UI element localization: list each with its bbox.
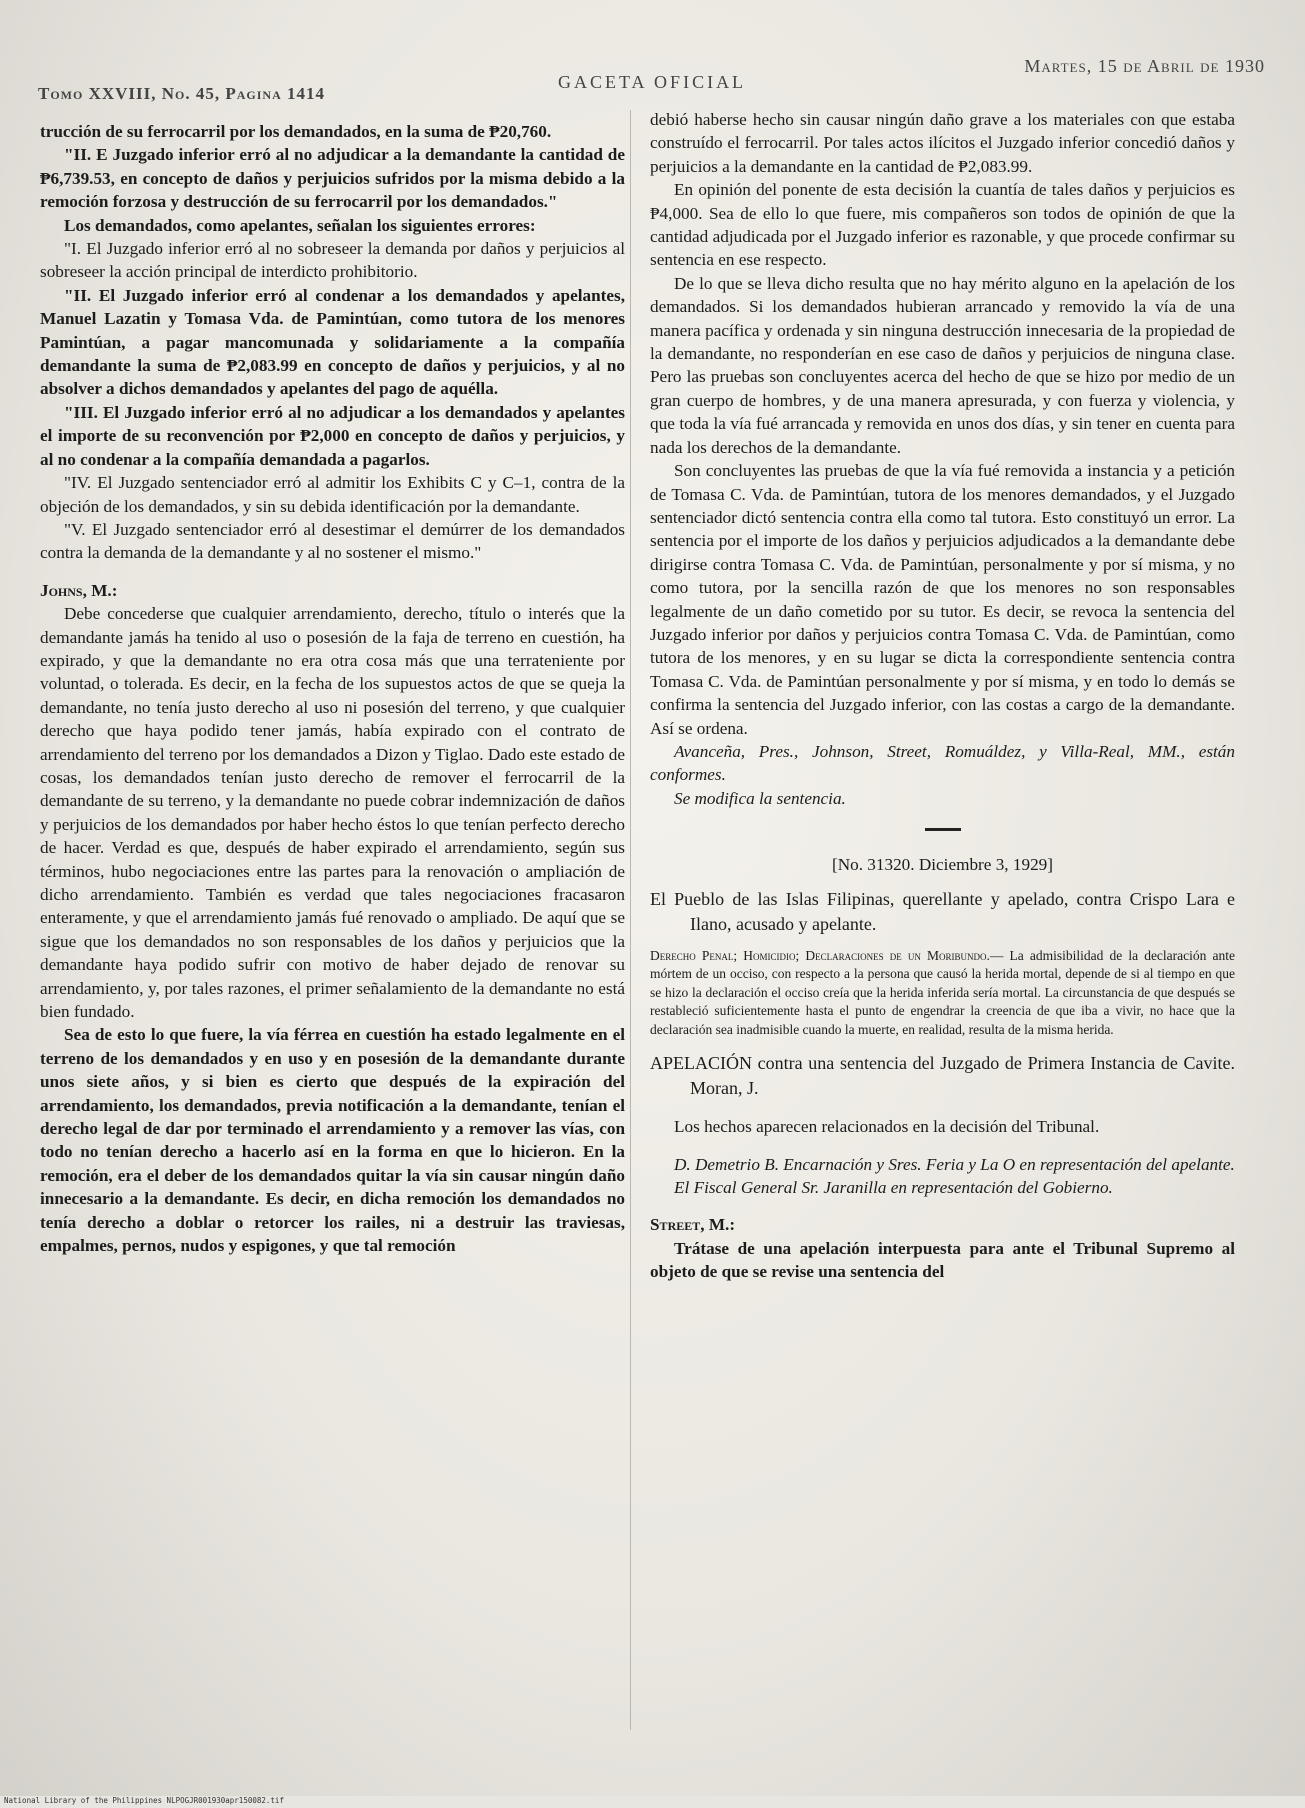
paragraph: "V. El Juzgado sentenciador erró al desestimar el demúrrer de los demandados contra la demanda de la demandante y al no sostener el mismo."	[40, 519, 625, 563]
syllabus-heading: Derecho Penal; Homicidio; Declaraciones de un Moribundo.—	[650, 947, 1004, 963]
opinion-author: Johns, M.:	[40, 580, 118, 600]
opinion-author: Street, M.:	[650, 1215, 736, 1235]
page-header	[38, 56, 1275, 103]
paragraph: trucción de su ferrocarril por los demandados, en la suma de ₱20,760.	[40, 122, 552, 141]
paragraph: "II. E Juzgado inferior erró al no adjudicar a la demandante la cantidad de ₱6,739.53, en concepto de daños y perjuicios sufridos por la misma debido a la remoción forzosa y destrucción de su ferrocarril por los demandados."	[40, 145, 625, 212]
header-volume: Tomo XXVIII, No. 45, Pagina 1414	[38, 84, 326, 103]
scan-footer: National Library of the Philippines NLPOGJR001930apr150082.tif	[0, 1796, 1305, 1808]
syllabus	[650, 947, 1235, 1040]
paragraph: debió haberse hecho sin causar ningún daño grave a los materiales con que estaba construído el ferrocarril. Por tales actos ilícitos el Juzgado inferior concedió daños y perjuicios a la demandante en la cantidad de ₱2,083.99.	[650, 110, 1235, 176]
header-title: GACETA OFICIAL	[558, 72, 747, 92]
paragraph: Trátase de una apelación interpuesta para ante el Tribunal Supremo al objeto de que se revise una sentencia del	[650, 1238, 1235, 1282]
syllabus-text: La admisibilidad de la declaración ante mórtem de un occiso, con respecto a la persona que causó la herida mortal, depende de si al tiempo en que se hizo la declaración el occiso creía que la herida inferida sería mortal. La circunstancia de que después se restableció suficientemente hasta el punto de engendrar la creencia de que iba a vivir, no hace que la declaración sea inadmisible cuando la muerte, en realidad, resulta de la misma herida.	[650, 947, 1236, 1037]
paragraph: "II. El Juzgado inferior erró al condenar a los demandados y apelantes, Manuel Lazatin y Tomasa Vda. de Pamintúan, como tutora de los menores Pamintúan, a pagar mancomunada y solidariamente a la compañía demandante la suma de ₱2,083.99 en concepto de daños y perjuicios, y al no absolver a dichos demandados y apelantes del pago de aquélla.	[40, 285, 625, 399]
column-divider	[630, 110, 631, 1730]
disposition: Se modifica la sentencia.	[674, 788, 846, 808]
counsel-government: El Fiscal General Sr. Jaranilla en representación del Gobierno.	[674, 1177, 1113, 1197]
paragraph: Sea de esto lo que fuere, la vía férrea en cuestión ha estado legalmente en el terreno de los demandados y en uso y en posesión de la demandante durante unos siete años, y si bien es cierto que después de la expiración del arrendamiento, los demandados, previa notificación a la demandante, tenían el derecho legal de dar por terminado el arrendamiento y a remover las vías, con todo no tenían derecho a hacerlo así en la forma en que lo hicieron. En la remoción, era el deber de los demandados quitar la vía sin causar ningún daño innecesario a la demandante. Es decir, en dicha remoción los demandados no tenía derecho a doblar o retorcer los railes, ni a destruir las traviesas, empalmes, pernos, nudos y espigones, y que tal remoción	[40, 1025, 625, 1256]
left-column	[40, 120, 625, 1258]
appeal-line: APELACIÓN contra una sentencia del Juzgado de Primera Instancia de Cavite. Moran, J.	[650, 1053, 1235, 1099]
paragraph: Los hechos aparecen relacionados en la decisión del Tribunal.	[674, 1117, 1100, 1137]
paragraph: "IV. El Juzgado sentenciador erró al admitir los Exhibits C y C–1, contra de la objeción de los demandados, y sin su debida identificación por la demandante.	[40, 473, 625, 516]
case-number: [No. 31320. Diciembre 3, 1929]	[831, 855, 1053, 875]
paragraph: "III. El Juzgado inferior erró al no adjudicar a los demandados y apelantes el importe de su reconvención por ₱2,000 en concepto de daños y perjuicios, y al no condenar a la compañía demandada a pagarlos.	[40, 402, 625, 469]
paragraph: Son concluyentes las pruebas de que la vía fué removida a instancia y a petición de Tomasa C. Vda. de Pamintúan, tutora de los menores demandados, y el Juzgado sentenciador dictó sentencia contra ella como tal tutora. Esto constituyó un error. La sentencia por el importe de los daños y perjuicios adjudicados a la demandante debe dirigirse contra Tomasa C. Vda. de Pamintúan, personalmente y por sí misma, y no como tutora, por la sencilla razón de que los menores no son responsables legalmente de un daño cometido por su tutor. Es decir, se revoca la sentencia del Juzgado inferior por daños y perjuicios contra Tomasa C. Vda. de Pamintúan, como tutora de los menores, y en su lugar se dicta la correspondiente sentencia contra Tomasa C. Vda. de Pamintúan personalmente y por sí misma, y en todo lo demás se confirma la sentencia del Juzgado inferior, con las costas a cargo de la demandante. Así se ordena.	[650, 461, 1235, 738]
paragraph: Los demandados, como apelantes, señalan los siguientes errores:	[64, 215, 536, 235]
paragraph: "I. El Juzgado inferior erró al no sobreseer la demanda por daños y perjuicios al sobreseer la acción principal de interdicto prohibitorio.	[40, 239, 625, 282]
section-separator	[925, 828, 961, 831]
paragraph: En opinión del ponente de esta decisión la cuantía de tales daños y perjuicios es ₱4,000. Sea de ello lo que fuere, mis compañeros son todos de opinión de que la cantidad adjudicada por el Juzgado inferior es razonable, y que procede confirmar su sentencia en ese respecto.	[650, 180, 1235, 270]
right-column	[650, 108, 1235, 1284]
header-date: Martes, 15 de Abril de 1930	[1024, 56, 1265, 76]
case-parties: El Pueblo de las Islas Filipinas, querellante y apelado, contra Crispo Lara e Ilano, acusado y apelante.	[650, 888, 1235, 934]
paragraph: De lo que se lleva dicho resulta que no hay mérito alguno en la apelación de los demandados. Si los demandados hubieran arrancado y removido la vía de una manera pacífica y ordenada y sin ninguna destrucción innecesaria de la propiedad de la demandante, no responderían en ese caso de daños y perjuicios de ninguna clase. Pero las pruebas son concluyentes acerca del hecho de que se hizo por medio de un gran cuerpo de hombres, y de una manera apresurada, y con fuerza y violencia, y que toda la vía fué arrancada y removida en unos dos días, y sin tener en cuenta para nada los derechos de la demandante.	[650, 273, 1235, 457]
counsel-appellant: D. Demetrio B. Encarnación y Sres. Feria y La O en representación del apelante.	[674, 1154, 1235, 1174]
paragraph: Debe concederse que cualquier arrendamiento, derecho, título o interés que la demandante jamás ha tenido al uso o posesión de la faja de terreno en cuestión, ha expirado, y que la demandante no era otra cosa más que una terrateniente por voluntad, o tolerada. Es decir, en la fecha de los supuestos actos de que se queja la demandante, no tenía justo derecho al uso ni posesión del terreno, y que cualquier derecho que haya podido tener jamás, había expirado con el contrato de arrendamiento del terreno por los demandados a Dizon y Tiglao. Dado este estado de cosas, los demandados tenían justo derecho de remover el ferrocarril de la demandante de su terreno, y la demandante no puede cobrar indemnización de daños y perjuicios de los demandados por haber hecho éstos lo que tenían perfecto derecho de hacer. Verdad es que, después de haber expirado el arrendamiento, según sus términos, hubo negociaciones entre las partes para la renovación o ampliación de dicho arrendamiento. También es verdad que tales negociaciones fracasaron enteramente, y que el arrendamiento jamás fué renovado o ampliado. De aquí que se sigue que los demandados no son responsables de los daños y perjuicios que la demandante haya podido sufrir con motivo de haber dejado de renovar su arrendamiento, y, por tales razones, el primer señalamiento de la demandante no está bien fundado.	[40, 604, 625, 1022]
concurrence: Avanceña, Pres., Johnson, Street, Romuáldez, y Villa-Real, MM., están conformes.	[650, 741, 1235, 785]
